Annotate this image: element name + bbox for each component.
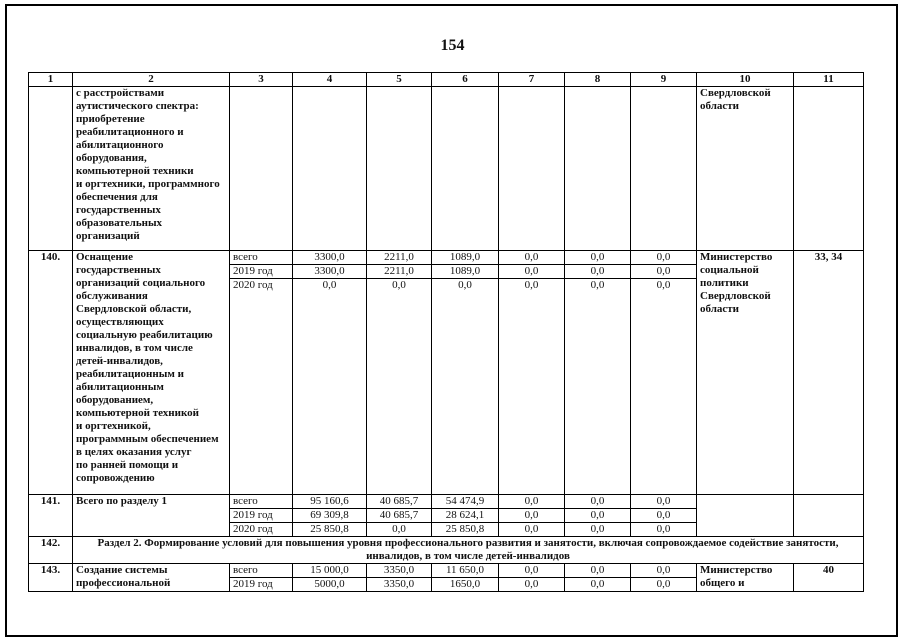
col-header: 10 [697,73,794,87]
text-line: Свердловской области, [76,303,192,315]
col-header: 11 [794,73,864,87]
text-line: организаций социального [76,277,206,289]
col-header: 7 [499,73,565,87]
text-line: образовательных [76,217,163,229]
executor [697,251,794,495]
text-line: сопровождению [76,472,155,484]
text-line: инвалидов, в том числе [76,342,193,354]
col-header: 3 [230,73,293,87]
text-line: Создание системы [76,564,168,576]
text-line: Министерство [700,251,773,263]
table-row: 140. Оснащение государственных организаций социального обслуживания Свердловской области, осуществляющих социальную реабилитацию инвалидов, в том числе детей-инвалидов, реабилитационным и абилитационным оборудованием, компьютерной техникой и оргтехникой, программным обеспечением в целях оказания услуг по ранней помощи и сопровождению всего 3300,0 2211,0 1089,0 0,0 0,0 0,0 Министерство социальной политики Свердловской области 33, 34 [29,251,864,265]
text-line: аутистического спектра: [76,100,199,112]
text-line: политики [700,277,749,289]
text-line: с расстройствами [76,87,165,99]
col-header: 4 [293,73,367,87]
row-number: 143. [29,564,73,592]
row-number: 142. [29,537,73,564]
text-line: Свердловской [700,87,771,99]
text-line: по ранней помощи и [76,459,179,471]
item-name: Всего по разделу 1 [73,495,230,537]
text-line: государственных [76,204,161,216]
col-header: 6 [432,73,499,87]
col-header: 9 [631,73,697,87]
row-number: 141. [29,495,73,537]
header-row [29,73,864,87]
text-line: социальной [700,264,759,276]
text-line: профессиональной [76,577,171,589]
section-title: Раздел 2. Формирование условий для повышения уровня профессионального развития и занятости, включая сопровождаемое содействие занятости, инвалидов, в том числе детей-инвалидов [73,537,864,564]
text-line: области [700,303,740,315]
table-row: 2020 год 25 850,8 0,0 25 850,8 0,0 0,0 0,0 [29,523,864,537]
row-number: 140. [29,251,73,495]
col-header: 5 [367,73,432,87]
section-row [29,537,864,564]
targets: 40 [794,564,864,592]
text-line: компьютерной техникой [76,407,199,419]
text-line: Свердловской [700,290,771,302]
text-line: Министерство [700,564,773,576]
text-line: компьютерной техники [76,165,194,177]
text-line: осуществляющих [76,316,164,328]
text-line: государственных [76,264,161,276]
text-line: организаций [76,230,140,242]
budget-table [28,72,864,592]
table-row: 2019 год 3300,0 2211,0 1089,0 0,0 0,0 0,0 [29,265,864,279]
targets: 33, 34 [794,251,864,495]
text-line: оборудованием, [76,394,154,406]
table-row: 141. Всего по разделу 1 всего 95 160,6 40 685,7 54 474,9 0,0 0,0 0,0 [29,495,864,509]
text-line: Оснащение [76,251,134,263]
executor [697,564,794,592]
text-line: социальную реабилитацию [76,329,213,341]
text-line: обеспечения для [76,191,158,203]
table-row-continued [29,87,864,251]
col-header: 2 [73,73,230,87]
executor [697,87,794,251]
text-line: обслуживания [76,290,148,302]
page-number: 154 [440,37,465,54]
table-row: 2019 год 69 309,8 40 685,7 28 624,1 0,0 0,0 0,0 [29,509,864,523]
text-line: реабилитационного и [76,126,184,138]
item-name [73,251,230,495]
text-line: оборудования, [76,152,147,164]
table-row: 143. Создание системы профессиональной всего 15 000,0 3350,0 11 650,0 0,0 0,0 0,0 Министерство общего и 40 [29,564,864,578]
text-line: области [700,100,740,112]
text-line: и оргтехники, программного [76,178,220,190]
text-line: приобретение [76,113,145,125]
col-header: 8 [565,73,631,87]
text-line: и оргтехникой, [76,420,151,432]
text-line: общего и [700,577,745,589]
text-line: детей-инвалидов, [76,355,163,367]
text-line: программным обеспечением [76,433,219,445]
text-line: реабилитационным и [76,368,184,380]
text-line: абилитационным [76,381,164,393]
table-row: 2020 год 0,0 0,0 0,0 0,0 0,0 0,0 [29,279,864,495]
item-name [73,564,230,592]
item-name [73,87,230,251]
table-row: 2019 год 5000,0 3350,0 1650,0 0,0 0,0 0,0 [29,578,864,592]
text-line: абилитационного [76,139,164,151]
col-header: 1 [29,73,73,87]
text-line: в целях оказания услуг [76,446,192,458]
